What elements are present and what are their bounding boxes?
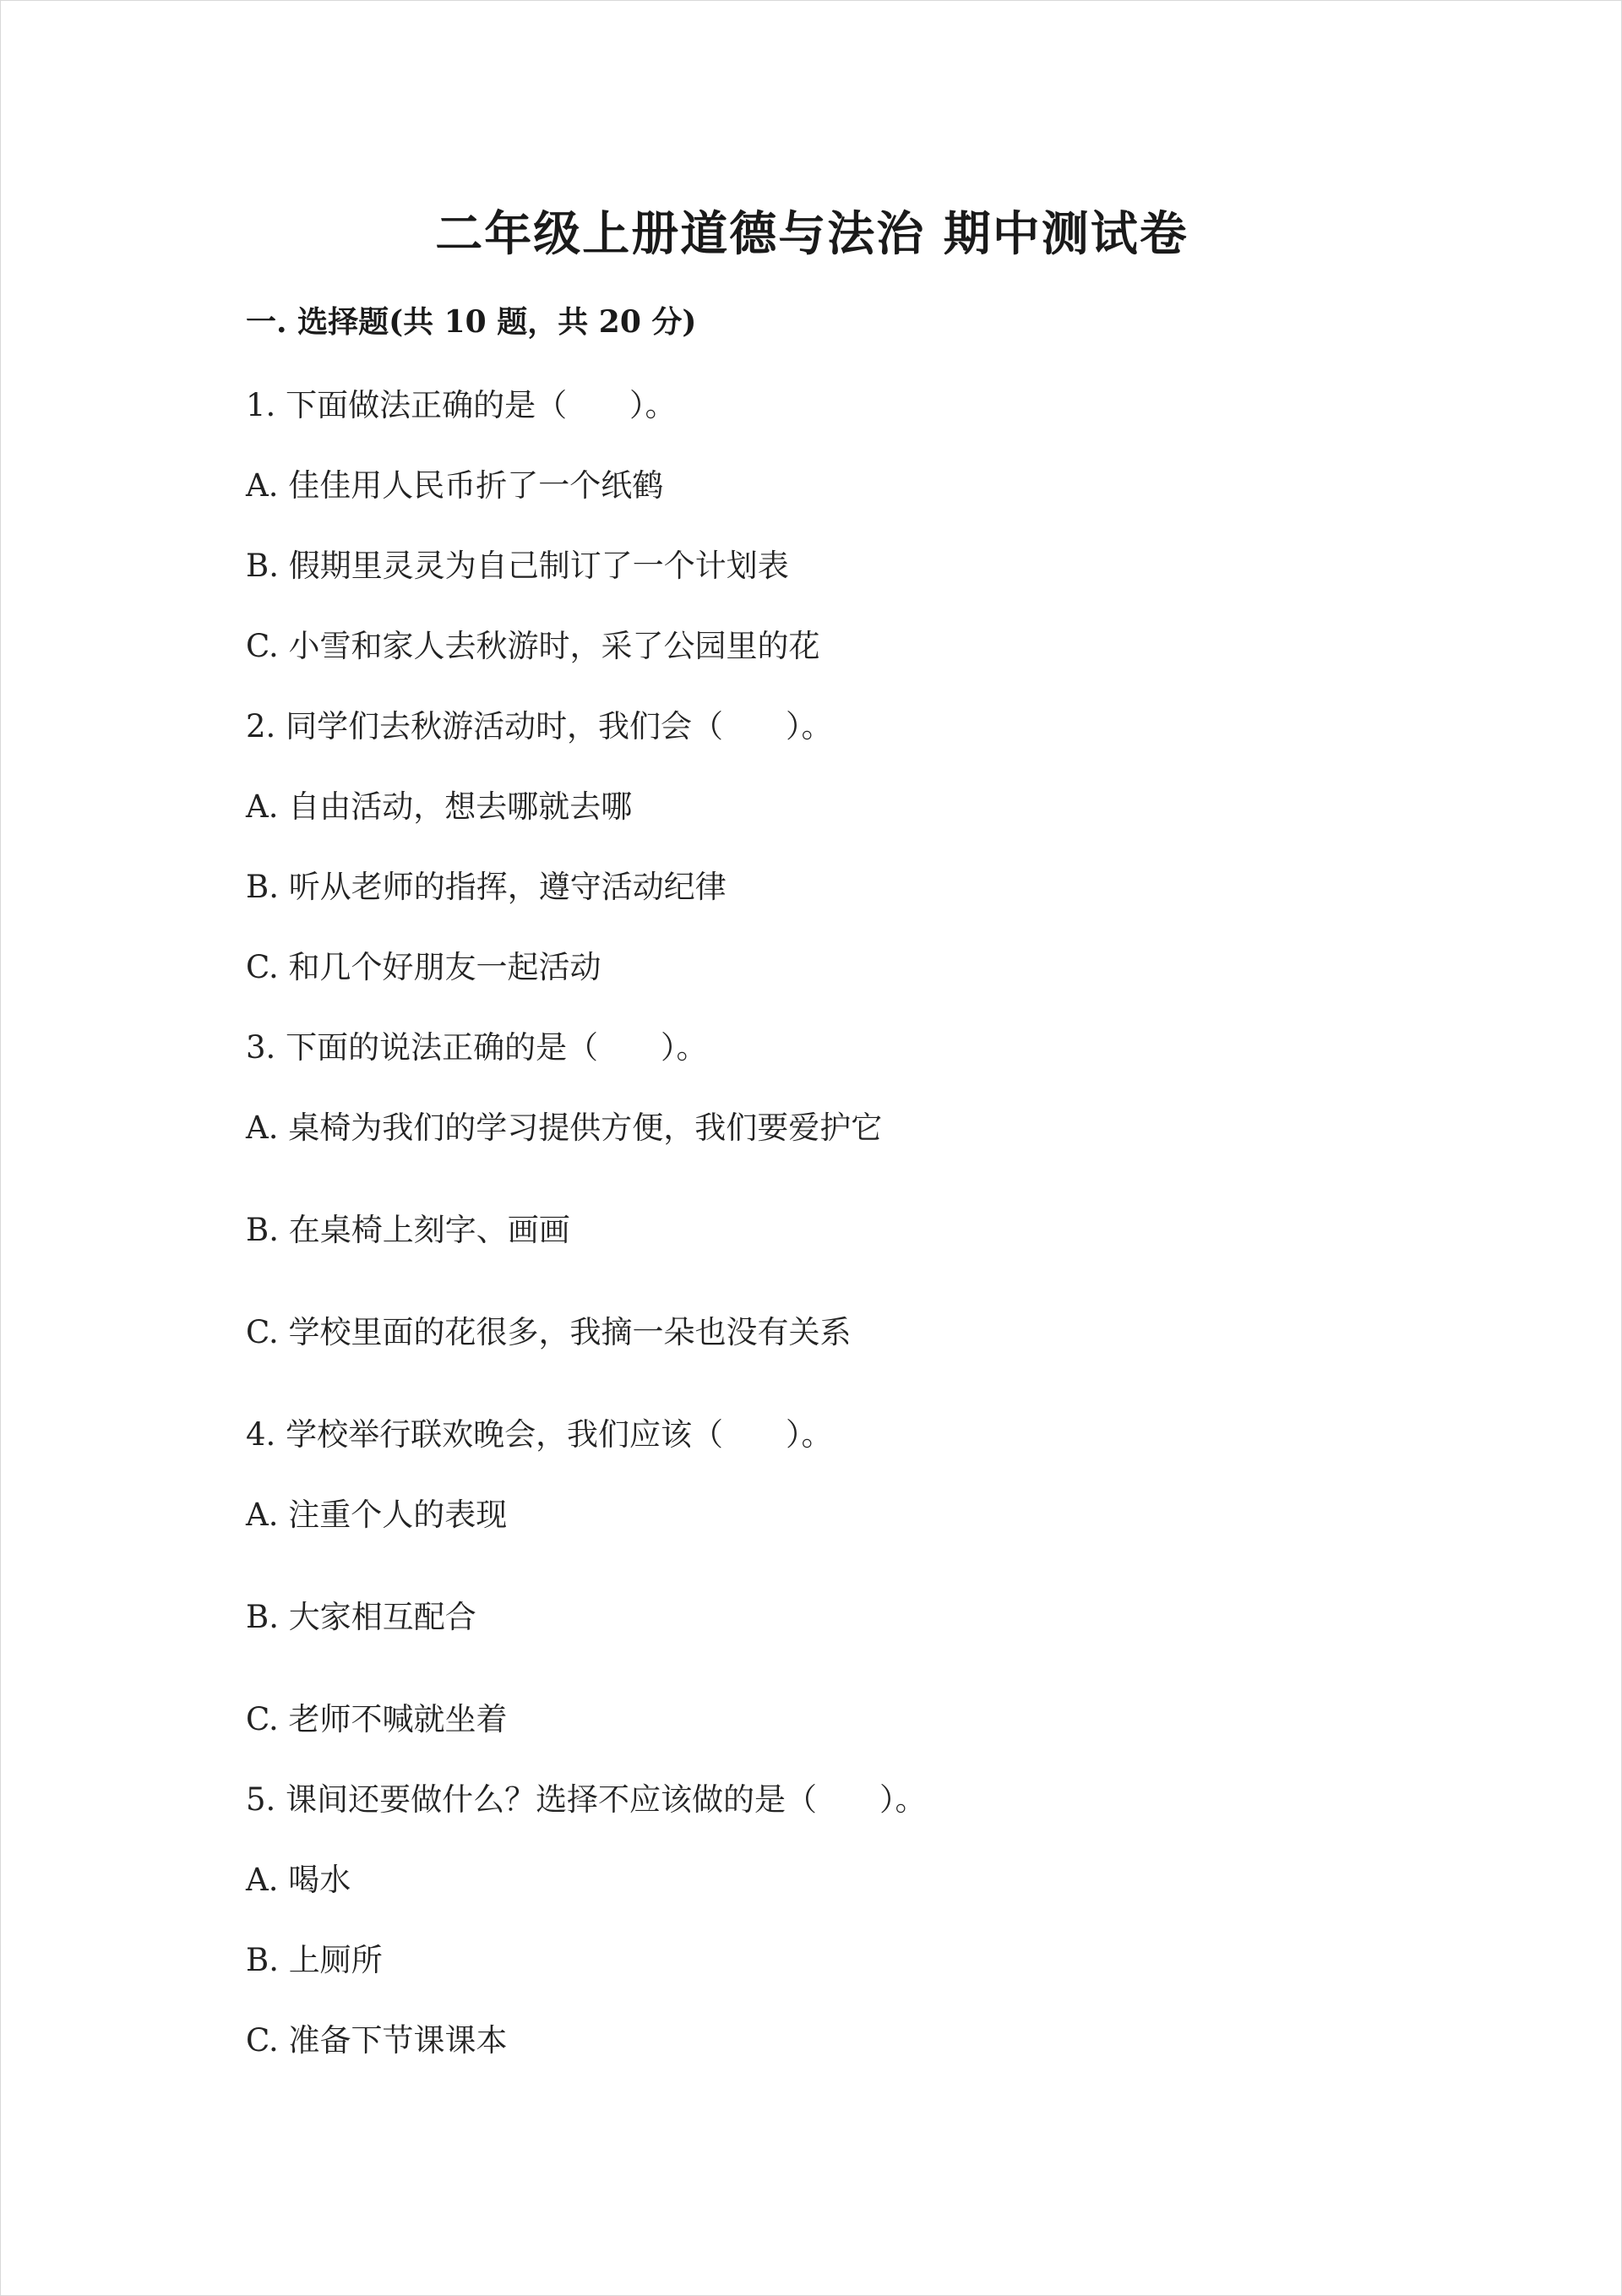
question-5-stem: 5. 课间还要做什么？选择不应该做的是（ ）。 [246,1781,927,1818]
question-4-option-a: A. 注重个人的表现 [246,1497,508,1533]
question-4-stem: 4. 学校举行联欢晚会，我们应该（ ）。 [246,1416,833,1453]
question-3-option-b: B. 在桌椅上刻字、画画 [246,1212,570,1248]
question-2-option-b: B. 听从老师的指挥，遵守活动纪律 [246,869,727,905]
exam-title: 二年级上册道德与法治 期中测试卷 [435,206,1189,262]
question-4-option-b: B. 大家相互配合 [246,1599,476,1635]
question-5-option-c: C. 准备下节课课本 [246,2022,508,2059]
question-4-option-c: C. 老师不喊就坐着 [246,1701,508,1737]
question-2-option-a: A. 自由活动，想去哪就去哪 [246,788,633,825]
question-3-option-c: C. 学校里面的花很多，我摘一朵也没有关系 [246,1314,852,1350]
question-1-stem: 1. 下面做法正确的是（ ）。 [246,387,677,423]
section-heading: 一. 选择题(共 10 题，共 20 分) [246,304,697,340]
question-1-option-c: C. 小雪和家人去秋游时，采了公园里的花 [246,628,820,664]
question-2-stem: 2. 同学们去秋游活动时，我们会（ ）。 [246,708,833,744]
question-5-option-a: A. 喝水 [246,1862,351,1898]
question-2-option-c: C. 和几个好朋友一起活动 [246,949,601,985]
question-5-option-b: B. 上厕所 [246,1942,383,1978]
question-1-option-b: B. 假期里灵灵为自己制订了一个计划表 [246,548,789,584]
question-1-option-a: A. 佳佳用人民币折了一个纸鹤 [246,467,664,504]
question-3-stem: 3. 下面的说法正确的是（ ）。 [246,1029,708,1066]
question-3-option-a: A. 桌椅为我们的学习提供方便，我们要爱护它 [246,1110,883,1146]
